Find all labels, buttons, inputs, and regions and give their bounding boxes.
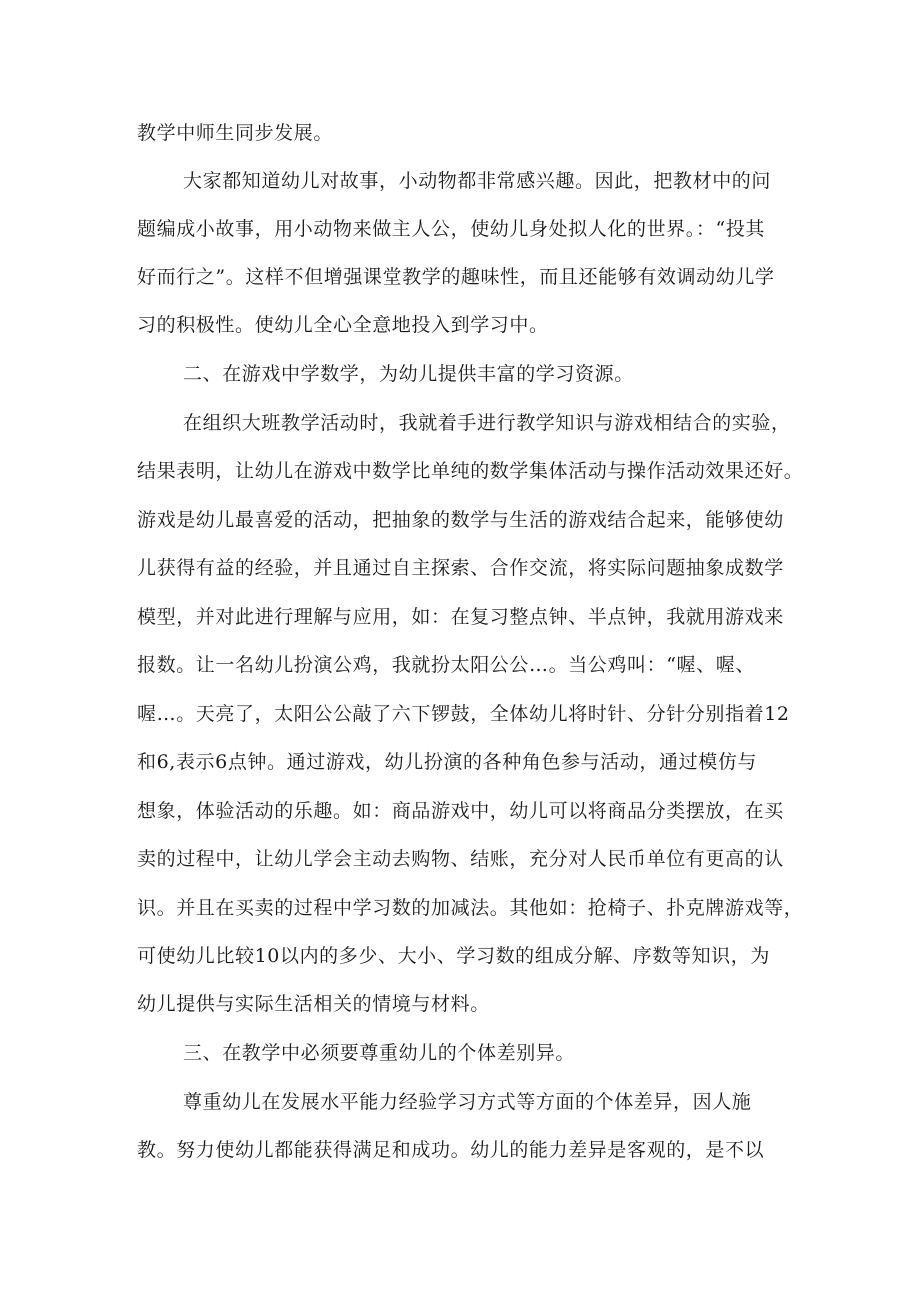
paragraph-line: 好而行之”。这样不但增强课堂教学的趣味性，而且还能够有效调动幼儿学 [137,266,775,288]
paragraph-line: 大家都知道幼儿对故事，小动物都非常感兴趣。因此，把教材中的问 [183,170,772,192]
paragraph-line: 幼儿提供与实际生活相关的情境与材料。 [137,993,490,1015]
paragraph-line: 模型，并对此进行理解与应用，如：在复习整点钟、半点钟，我就用游戏来 [137,606,784,628]
paragraph-line: 在组织大班教学活动时，我就着手进行教学知识与游戏相结合的实验， [183,412,791,434]
paragraph-line: 题编成小故事，用小动物来做主人公，使幼儿身处拟人化的世界。：“投其 [137,218,766,240]
paragraph-line: 卖的过程中，让幼儿学会主动去购物、结账，充分对人民币单位有更高的认 [137,848,784,870]
paragraph-line: 结果表明，让幼儿在游戏中数学比单纯的数学集体活动与操作活动效果还好。 [137,460,804,482]
paragraph-line: 报数。让一名幼儿扮演公鸡，我就扮太阳公公…。当公鸡叫：“喔、喔、 [137,654,755,676]
paragraph-line: 儿获得有益的经验，并且通过自主探索、合作交流，将实际问题抽象成数学 [137,557,784,579]
paragraph-line: 和6,表示6点钟。通过游戏，幼儿扮演的各种角色参与活动，通过模仿与 [137,751,758,773]
section-heading-2: 二、在游戏中学数学，为幼儿提供丰富的学习资源。 [183,363,634,385]
paragraph-line: 教学中师生同步发展。 [137,122,334,144]
paragraph-line: 教。努力使幼儿都能获得满足和成功。幼儿的能力差异是客观的，是不以 [137,1139,765,1161]
paragraph-line: 喔…。天亮了，太阳公公敲了六下锣鼓，全体幼儿将时针、分针分别指着12 [137,703,790,725]
paragraph-line: 可使幼儿比较10以内的多少、大小、学习数的组成分解、序数等知识，为 [137,945,770,967]
section-heading-3: 三、在教学中必须要尊重幼儿的个体差别异。 [183,1042,576,1064]
paragraph-line: 习的积极性。使幼儿全心全意地投入到学习中。 [137,314,549,336]
paragraph-line: 想象，体验活动的乐趣。如：商品游戏中，幼儿可以将商品分类摆放，在买 [137,800,784,822]
paragraph-line: 游戏是幼儿最喜爱的活动，把抽象的数学与生活的游戏结合起来，能够使幼 [137,509,784,531]
paragraph-line: 尊重幼儿在发展水平能力经验学习方式等方面的个体差异，因人施 [183,1091,752,1113]
paragraph-line: 识。并且在买卖的过程中学习数的加减法。其他如：抢椅子、扑克牌游戏等， [137,897,804,919]
